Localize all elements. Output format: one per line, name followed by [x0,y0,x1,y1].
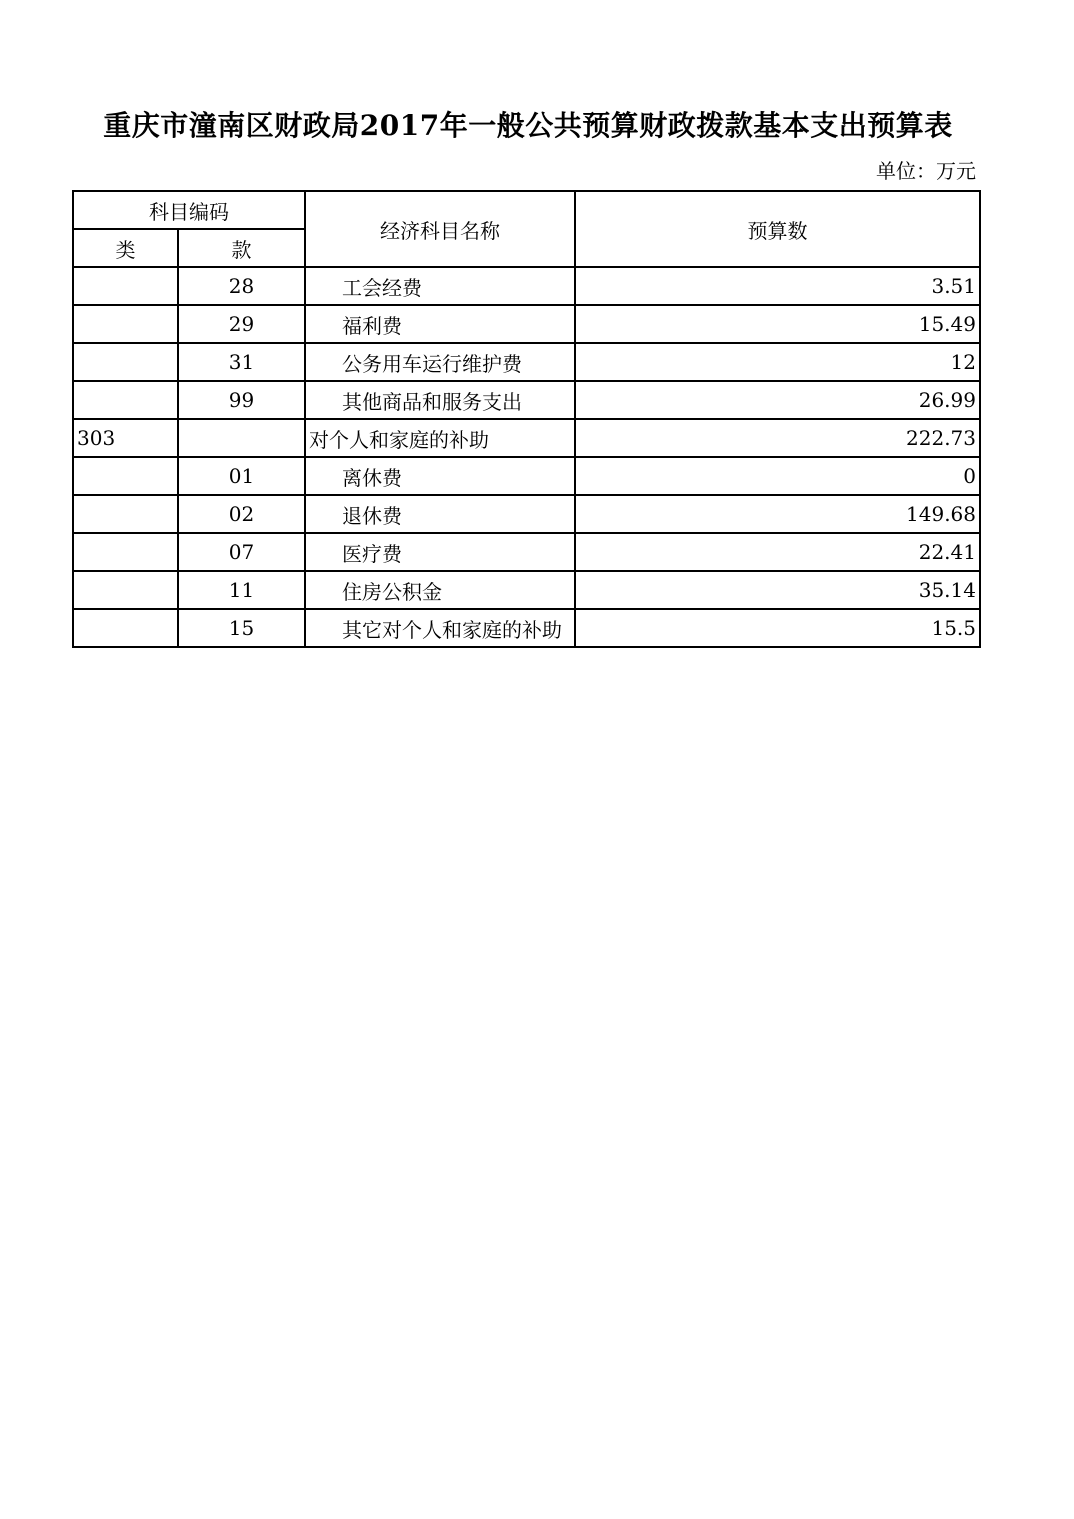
cell-kuan: 02 [178,495,305,533]
cell-lei [73,343,178,381]
cell-kuan: 11 [178,571,305,609]
cell-name: 医疗费 [305,533,575,571]
cell-name: 其它对个人和家庭的补助 [305,609,575,647]
header-code-group: 科目编码 [73,191,305,229]
cell-amount: 3.51 [575,267,980,305]
cell-name: 工会经费 [305,267,575,305]
table-row [73,381,980,419]
cell-lei [73,609,178,647]
table-row [73,343,980,381]
cell-name: 退休费 [305,495,575,533]
cell-lei [73,533,178,571]
table-row [73,571,980,609]
table-row [73,305,980,343]
cell-lei: 303 [73,419,178,457]
table-row [73,533,980,571]
table-row [73,419,980,457]
cell-amount: 26.99 [575,381,980,419]
document-title: 重庆市潼南区财政局2017年一般公共预算财政拨款基本支出预算表 [103,109,953,142]
table-row [73,267,980,305]
cell-amount: 22.41 [575,533,980,571]
cell-amount: 35.14 [575,571,980,609]
cell-amount: 15.49 [575,305,980,343]
cell-kuan [178,419,305,457]
table-row [73,495,980,533]
cell-name: 公务用车运行维护费 [305,343,575,381]
cell-kuan: 28 [178,267,305,305]
table-row [73,609,980,647]
cell-name: 离休费 [305,457,575,495]
cell-kuan: 31 [178,343,305,381]
unit-label: 单位：万元 [876,159,976,183]
cell-lei [73,571,178,609]
table-row [73,457,980,495]
cell-kuan: 29 [178,305,305,343]
cell-name: 福利费 [305,305,575,343]
cell-kuan: 07 [178,533,305,571]
header-lei: 类 [73,229,178,267]
cell-amount: 222.73 [575,419,980,457]
budget-table [72,190,981,648]
cell-amount: 15.5 [575,609,980,647]
cell-kuan: 99 [178,381,305,419]
cell-lei [73,267,178,305]
cell-lei [73,457,178,495]
cell-lei [73,305,178,343]
cell-lei [73,381,178,419]
header-amount: 预算数 [575,191,980,267]
cell-lei [73,495,178,533]
header-kuan: 款 [178,229,305,267]
cell-name: 对个人和家庭的补助 [305,419,575,457]
cell-kuan: 15 [178,609,305,647]
cell-name: 其他商品和服务支出 [305,381,575,419]
cell-amount: 149.68 [575,495,980,533]
table-body [73,267,980,647]
header-name: 经济科目名称 [305,191,575,267]
cell-amount: 0 [575,457,980,495]
cell-amount: 12 [575,343,980,381]
cell-kuan: 01 [178,457,305,495]
cell-name: 住房公积金 [305,571,575,609]
